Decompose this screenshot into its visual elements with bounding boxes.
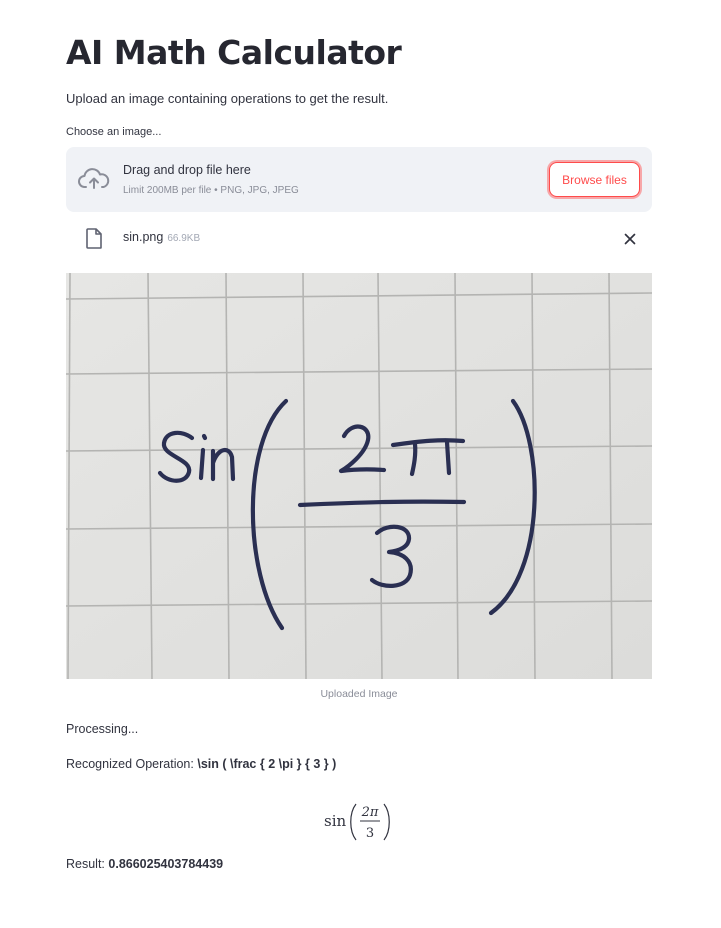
result-label: Result: (66, 857, 109, 871)
recognized-label: Recognized Operation: (66, 757, 198, 771)
uploaded-file-row (66, 222, 652, 256)
result-value: 0.866025403784439 (108, 857, 224, 871)
page-title: AI Math Calculator (66, 33, 402, 72)
rendered-formula (66, 798, 652, 844)
close-icon[interactable] (622, 231, 638, 247)
file-size: 66.9KB (167, 233, 201, 244)
formula-right-paren (384, 804, 389, 840)
cloud-upload-icon (78, 167, 110, 191)
result (66, 857, 223, 871)
file-dropzone[interactable] (66, 147, 652, 212)
file-name-text: sin.png (123, 230, 164, 244)
browse-files-button[interactable]: Browse files (549, 162, 640, 197)
formula-numerator: 2π (361, 805, 379, 820)
recognized-value: \sin ( \frac { 2 \pi } { 3 } ) (197, 757, 337, 771)
uploaded-image (66, 273, 652, 679)
file-icon (86, 228, 102, 249)
recognized-operation (66, 757, 336, 771)
formula-svg (66, 798, 652, 844)
uploader-label: Choose an image... (66, 126, 162, 138)
processing-status: Processing... (66, 722, 139, 736)
formula-function: sin (324, 812, 347, 830)
page-subtitle: Upload an image containing operations to get the result. (66, 91, 389, 106)
image-caption: Uploaded Image (320, 688, 398, 700)
formula-denominator: 3 (365, 826, 375, 841)
dropzone-limit: Limit 200MB per file • PNG, JPG, JPEG (123, 185, 299, 196)
handwritten-math-image (66, 273, 652, 679)
formula-left-paren (351, 804, 356, 840)
dropzone-instructions: Drag and drop file here (123, 163, 251, 177)
file-name (123, 230, 200, 244)
